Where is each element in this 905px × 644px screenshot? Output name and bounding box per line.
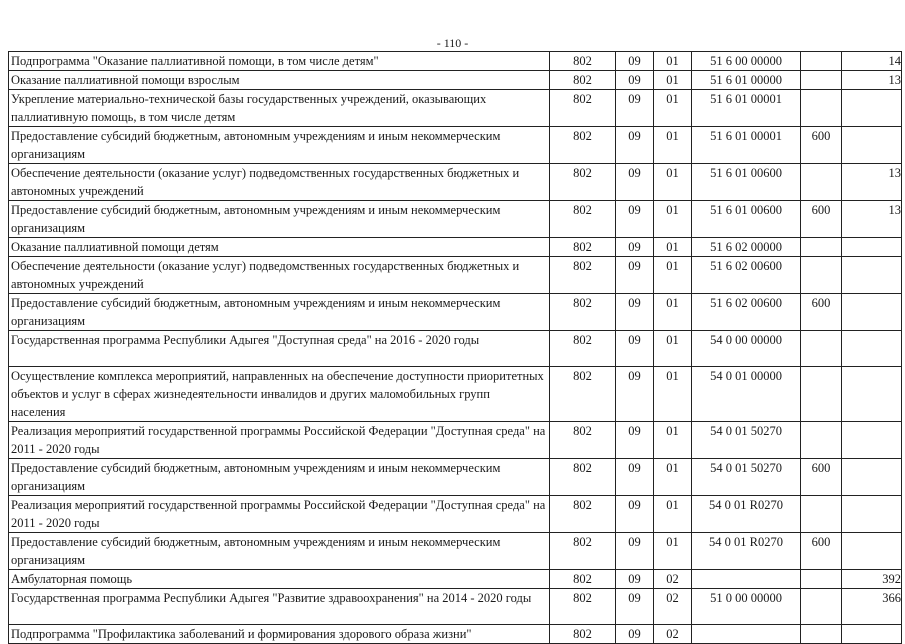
expense-type-cell bbox=[801, 625, 842, 644]
section-code-cell: 09 bbox=[616, 127, 654, 164]
section-code-cell: 09 bbox=[616, 294, 654, 331]
section-code-cell: 09 bbox=[616, 257, 654, 294]
section-code-cell: 09 bbox=[616, 238, 654, 257]
amount-cell bbox=[842, 496, 902, 533]
subsection-code-cell: 01 bbox=[654, 422, 692, 459]
amount-cell bbox=[842, 127, 902, 164]
ved-code-cell: 802 bbox=[550, 589, 616, 625]
subsection-code-cell: 01 bbox=[654, 127, 692, 164]
ved-code-cell: 802 bbox=[550, 367, 616, 422]
amount-cell bbox=[842, 90, 902, 127]
table-row bbox=[9, 71, 902, 90]
expense-type-cell bbox=[801, 52, 842, 71]
table-row bbox=[9, 90, 902, 127]
budget-table bbox=[8, 51, 902, 644]
table-row bbox=[9, 127, 902, 164]
row-name-cell: Предоставление субсидий бюджетным, автономным учреждениям и иным некоммерческим организациям bbox=[9, 127, 550, 164]
expense-type-cell bbox=[801, 367, 842, 422]
subsection-code-cell: 01 bbox=[654, 238, 692, 257]
target-article-cell: 51 6 02 00600 bbox=[692, 294, 801, 331]
row-name-cell: Предоставление субсидий бюджетным, автономным учреждениям и иным некоммерческим организациям bbox=[9, 294, 550, 331]
target-article-cell: 54 0 01 R0270 bbox=[692, 496, 801, 533]
ved-code-cell: 802 bbox=[550, 294, 616, 331]
section-code-cell: 09 bbox=[616, 570, 654, 589]
section-code-cell: 09 bbox=[616, 164, 654, 201]
section-code-cell: 09 bbox=[616, 422, 654, 459]
table-row bbox=[9, 164, 902, 201]
target-article-cell: 51 6 02 00600 bbox=[692, 257, 801, 294]
subsection-code-cell: 01 bbox=[654, 90, 692, 127]
section-code-cell: 09 bbox=[616, 367, 654, 422]
table-row bbox=[9, 331, 902, 367]
table-row bbox=[9, 52, 902, 71]
amount-cell bbox=[842, 533, 902, 570]
row-name-cell: Амбулаторная помощь bbox=[9, 570, 550, 589]
page-number: - 110 - bbox=[436, 36, 469, 50]
subsection-code-cell: 01 bbox=[654, 52, 692, 71]
expense-type-cell bbox=[801, 90, 842, 127]
row-name-cell: Оказание паллиативной помощи взрослым bbox=[9, 71, 550, 90]
ved-code-cell: 802 bbox=[550, 257, 616, 294]
table-row bbox=[9, 201, 902, 238]
row-name-cell: Осуществление комплекса мероприятий, направленных на обеспечение доступности приоритетных объектов и услуг в сферах жизнедеятельности инвалидов и других маломобильных групп населения bbox=[9, 367, 550, 422]
target-article-cell bbox=[692, 570, 801, 589]
section-code-cell: 09 bbox=[616, 90, 654, 127]
expense-type-cell bbox=[801, 331, 842, 367]
target-article-cell: 51 0 00 00000 bbox=[692, 589, 801, 625]
amount-cell: 13 bbox=[842, 201, 902, 238]
target-article-cell: 51 6 01 00600 bbox=[692, 201, 801, 238]
section-code-cell: 09 bbox=[616, 71, 654, 90]
expense-type-cell bbox=[801, 238, 842, 257]
row-name-cell: Реализация мероприятий государственной программы Российской Федерации "Доступная среда" на 2011 - 2020 годы bbox=[9, 496, 550, 533]
amount-cell: 14 bbox=[842, 52, 902, 71]
amount-cell bbox=[842, 294, 902, 331]
row-name-cell: Подпрограмма "Оказание паллиативной помощи, в том числе детям" bbox=[9, 52, 550, 71]
target-article-cell: 51 6 01 00001 bbox=[692, 127, 801, 164]
expense-type-cell: 600 bbox=[801, 533, 842, 570]
table-row bbox=[9, 294, 902, 331]
table-row bbox=[9, 367, 902, 422]
amount-cell: 13 bbox=[842, 164, 902, 201]
ved-code-cell: 802 bbox=[550, 127, 616, 164]
target-article-cell: 51 6 01 00001 bbox=[692, 90, 801, 127]
table-row bbox=[9, 238, 902, 257]
section-code-cell: 09 bbox=[616, 459, 654, 496]
expense-type-cell bbox=[801, 164, 842, 201]
expense-type-cell: 600 bbox=[801, 127, 842, 164]
expense-type-cell: 600 bbox=[801, 201, 842, 238]
subsection-code-cell: 01 bbox=[654, 201, 692, 238]
target-article-cell bbox=[692, 625, 801, 644]
subsection-code-cell: 01 bbox=[654, 459, 692, 496]
ved-code-cell: 802 bbox=[550, 164, 616, 201]
subsection-code-cell: 01 bbox=[654, 294, 692, 331]
ved-code-cell: 802 bbox=[550, 201, 616, 238]
ved-code-cell: 802 bbox=[550, 238, 616, 257]
ved-code-cell: 802 bbox=[550, 496, 616, 533]
ved-code-cell: 802 bbox=[550, 459, 616, 496]
section-code-cell: 09 bbox=[616, 52, 654, 71]
expense-type-cell bbox=[801, 570, 842, 589]
expense-type-cell bbox=[801, 589, 842, 625]
target-article-cell: 54 0 01 00000 bbox=[692, 367, 801, 422]
section-code-cell: 09 bbox=[616, 331, 654, 367]
expense-type-cell bbox=[801, 257, 842, 294]
row-name-cell: Предоставление субсидий бюджетным, автономным учреждениям и иным некоммерческим организациям bbox=[9, 201, 550, 238]
ved-code-cell: 802 bbox=[550, 52, 616, 71]
ved-code-cell: 802 bbox=[550, 71, 616, 90]
row-name-cell: Оказание паллиативной помощи детям bbox=[9, 238, 550, 257]
amount-cell: 366 bbox=[842, 589, 902, 625]
table-row bbox=[9, 570, 902, 589]
ved-code-cell: 802 bbox=[550, 625, 616, 644]
subsection-code-cell: 01 bbox=[654, 331, 692, 367]
subsection-code-cell: 02 bbox=[654, 570, 692, 589]
amount-cell bbox=[842, 257, 902, 294]
amount-cell bbox=[842, 422, 902, 459]
target-article-cell: 51 6 02 00000 bbox=[692, 238, 801, 257]
section-code-cell: 09 bbox=[616, 533, 654, 570]
target-article-cell: 54 0 01 50270 bbox=[692, 422, 801, 459]
subsection-code-cell: 02 bbox=[654, 589, 692, 625]
row-name-cell: Реализация мероприятий государственной программы Российской Федерации "Доступная среда" на 2011 - 2020 годы bbox=[9, 422, 550, 459]
expense-type-cell bbox=[801, 496, 842, 533]
subsection-code-cell: 01 bbox=[654, 257, 692, 294]
row-name-cell: Обеспечение деятельности (оказание услуг) подведомственных государственных бюджетных и автономных учреждений bbox=[9, 257, 550, 294]
target-article-cell: 54 0 01 50270 bbox=[692, 459, 801, 496]
row-name-cell: Подпрограмма "Профилактика заболеваний и формирования здорового образа жизни" bbox=[9, 625, 550, 644]
ved-code-cell: 802 bbox=[550, 90, 616, 127]
target-article-cell: 54 0 01 R0270 bbox=[692, 533, 801, 570]
amount-cell bbox=[842, 625, 902, 644]
table-row bbox=[9, 625, 902, 644]
amount-cell bbox=[842, 238, 902, 257]
row-name-cell: Государственная программа Республики Адыгея "Доступная среда" на 2016 - 2020 годы bbox=[9, 331, 550, 367]
amount-cell bbox=[842, 367, 902, 422]
table-row bbox=[9, 459, 902, 496]
table-row bbox=[9, 533, 902, 570]
target-article-cell: 54 0 00 00000 bbox=[692, 331, 801, 367]
amount-cell bbox=[842, 331, 902, 367]
expense-type-cell bbox=[801, 71, 842, 90]
amount-cell: 392 bbox=[842, 570, 902, 589]
section-code-cell: 09 bbox=[616, 496, 654, 533]
section-code-cell: 09 bbox=[616, 201, 654, 238]
amount-cell: 13 bbox=[842, 71, 902, 90]
subsection-code-cell: 01 bbox=[654, 496, 692, 533]
section-code-cell: 09 bbox=[616, 589, 654, 625]
row-name-cell: Предоставление субсидий бюджетным, автономным учреждениям и иным некоммерческим организациям bbox=[9, 533, 550, 570]
subsection-code-cell: 02 bbox=[654, 625, 692, 644]
subsection-code-cell: 01 bbox=[654, 533, 692, 570]
table-row bbox=[9, 422, 902, 459]
target-article-cell: 51 6 01 00600 bbox=[692, 164, 801, 201]
expense-type-cell bbox=[801, 422, 842, 459]
table-row bbox=[9, 496, 902, 533]
table-row bbox=[9, 257, 902, 294]
expense-type-cell: 600 bbox=[801, 459, 842, 496]
target-article-cell: 51 6 00 00000 bbox=[692, 52, 801, 71]
ved-code-cell: 802 bbox=[550, 570, 616, 589]
ved-code-cell: 802 bbox=[550, 331, 616, 367]
ved-code-cell: 802 bbox=[550, 422, 616, 459]
subsection-code-cell: 01 bbox=[654, 71, 692, 90]
target-article-cell: 51 6 01 00000 bbox=[692, 71, 801, 90]
row-name-cell: Предоставление субсидий бюджетным, автономным учреждениям и иным некоммерческим организациям bbox=[9, 459, 550, 496]
row-name-cell: Государственная программа Республики Адыгея "Развитие здравоохранения" на 2014 - 2020 годы bbox=[9, 589, 550, 625]
section-code-cell: 09 bbox=[616, 625, 654, 644]
subsection-code-cell: 01 bbox=[654, 367, 692, 422]
table-row bbox=[9, 589, 902, 625]
ved-code-cell: 802 bbox=[550, 533, 616, 570]
row-name-cell: Обеспечение деятельности (оказание услуг) подведомственных государственных бюджетных и автономных учреждений bbox=[9, 164, 550, 201]
subsection-code-cell: 01 bbox=[654, 164, 692, 201]
row-name-cell: Укрепление материально-технической базы государственных учреждений, оказывающих паллиативную помощь, в том числе детям bbox=[9, 90, 550, 127]
expense-type-cell: 600 bbox=[801, 294, 842, 331]
amount-cell bbox=[842, 459, 902, 496]
